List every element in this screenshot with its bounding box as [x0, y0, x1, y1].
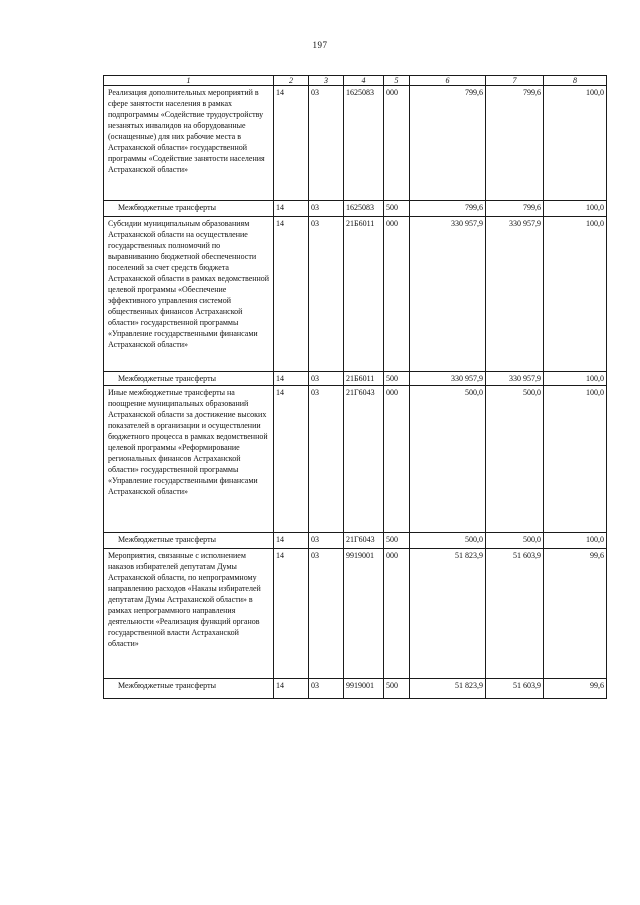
row-planned-amount: 500,0 [410, 386, 486, 533]
row-planned-amount: 51 823,9 [410, 679, 486, 699]
row-planned-amount: 51 823,9 [410, 549, 486, 679]
row-target-article: 21Г6043 [344, 533, 384, 549]
page-number: 197 [312, 40, 328, 50]
row-expense-type: 500 [384, 201, 410, 217]
row-planned-amount: 799,6 [410, 86, 486, 201]
row-expense-type: 500 [384, 679, 410, 699]
row-target-article: 21Б6011 [344, 372, 384, 386]
row-description: Реализация дополнительных мероприятий в сфере занятости населения в рамках подпрограммы «Содействие трудоустройству незанятых инвалидов на оборудованные (оснащенные) для них рабочие места в Астраханской области» государственной программы «Содействие занятости населения Астраханской области» [104, 86, 274, 201]
table-row [104, 549, 607, 679]
row-description: Межбюджетные трансферты [104, 201, 274, 217]
row-expense-type: 000 [384, 549, 410, 679]
row-section: 14 [274, 533, 309, 549]
header-cell-6: 6 [410, 76, 486, 86]
row-actual-amount: 330 957,9 [486, 217, 544, 372]
row-planned-amount: 500,0 [410, 533, 486, 549]
table-row [104, 372, 607, 386]
row-description: Межбюджетные трансферты [104, 533, 274, 549]
header-cell-7: 7 [486, 76, 544, 86]
row-actual-amount: 51 603,9 [486, 679, 544, 699]
row-expense-type: 000 [384, 86, 410, 201]
header-cell-8: 8 [544, 76, 607, 86]
row-actual-amount: 500,0 [486, 386, 544, 533]
table-row [104, 386, 607, 533]
row-section: 14 [274, 679, 309, 699]
row-description: Межбюджетные трансферты [104, 679, 274, 699]
row-expense-type: 500 [384, 372, 410, 386]
row-target-article: 9919001 [344, 679, 384, 699]
row-description: Мероприятия, связанные с исполнением наказов избирателей депутатам Думы Астраханской области, по непрограммному направлению расходов «Наказы избирателей депутатам Думы Астраханской области» в рамках непрограммного направления деятельности «Реализация функций органов государственной власти Астраханской области» [104, 549, 274, 679]
row-percent: 99,6 [544, 679, 607, 699]
row-subsection: 03 [309, 217, 344, 372]
row-target-article: 1625083 [344, 86, 384, 201]
table-row [104, 533, 607, 549]
row-planned-amount: 330 957,9 [410, 217, 486, 372]
row-subsection: 03 [309, 549, 344, 679]
row-percent: 100,0 [544, 201, 607, 217]
row-section: 14 [274, 386, 309, 533]
row-actual-amount: 330 957,9 [486, 372, 544, 386]
row-subsection: 03 [309, 201, 344, 217]
row-description: Иные межбюджетные трансферты на поощрение муниципальных образований Астраханской области за достижение высоких показателей в организации и осуществлении бюджетного процесса в рамках ведомственной целевой программы «Реформирование региональных финансов Астраханской области» государственной программы «Управление государственными финансами Астраханской области» [104, 386, 274, 533]
row-description: Межбюджетные трансферты [104, 372, 274, 386]
table-row [104, 679, 607, 699]
row-subsection: 03 [309, 679, 344, 699]
header-cell-3: 3 [309, 76, 344, 86]
row-subsection: 03 [309, 533, 344, 549]
row-expense-type: 000 [384, 217, 410, 372]
row-percent: 100,0 [544, 533, 607, 549]
table-row [104, 86, 607, 201]
row-section: 14 [274, 549, 309, 679]
row-actual-amount: 799,6 [486, 201, 544, 217]
row-expense-type: 000 [384, 386, 410, 533]
row-subsection: 03 [309, 372, 344, 386]
row-section: 14 [274, 201, 309, 217]
budget-table [103, 75, 607, 699]
header-row [104, 76, 607, 86]
row-actual-amount: 799,6 [486, 86, 544, 201]
row-percent: 100,0 [544, 217, 607, 372]
row-actual-amount: 500,0 [486, 533, 544, 549]
row-actual-amount: 51 603,9 [486, 549, 544, 679]
row-target-article: 9919001 [344, 549, 384, 679]
header-cell-1: 1 [104, 76, 274, 86]
row-percent: 99,6 [544, 549, 607, 679]
table-row [104, 217, 607, 372]
row-planned-amount: 330 957,9 [410, 372, 486, 386]
header-cell-4: 4 [344, 76, 384, 86]
row-target-article: 1625083 [344, 201, 384, 217]
row-percent: 100,0 [544, 86, 607, 201]
row-subsection: 03 [309, 86, 344, 201]
row-expense-type: 500 [384, 533, 410, 549]
row-section: 14 [274, 217, 309, 372]
header-cell-2: 2 [274, 76, 309, 86]
row-target-article: 21Г6043 [344, 386, 384, 533]
row-subsection: 03 [309, 386, 344, 533]
table-row [104, 201, 607, 217]
row-percent: 100,0 [544, 386, 607, 533]
row-section: 14 [274, 86, 309, 201]
row-section: 14 [274, 372, 309, 386]
header-cell-5: 5 [384, 76, 410, 86]
row-target-article: 21Б6011 [344, 217, 384, 372]
row-description: Субсидии муниципальным образованиям Астраханской области на осуществление государственных полномочий по выравниванию бюджетной обеспеченности поселений за счет средств бюджета Астраханской области в рамках ведомственной целевой программы «Обеспечение эффективного управления системой общественных финансов Астраханской области» государственной программы «Управление государственными финансами Астраханской области» [104, 217, 274, 372]
row-percent: 100,0 [544, 372, 607, 386]
row-planned-amount: 799,6 [410, 201, 486, 217]
